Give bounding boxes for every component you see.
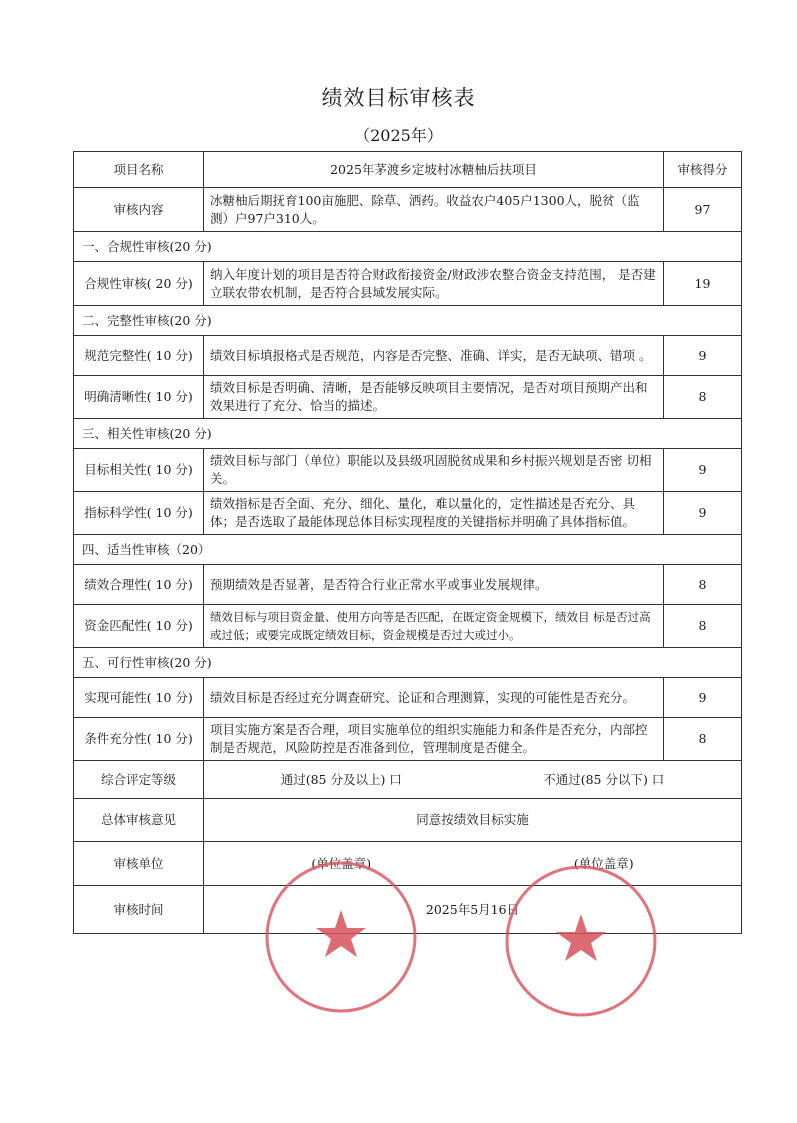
criterion-label: 规范完整性( 10 分) xyxy=(74,336,204,376)
criterion-text: 绩效目标是否明确、清晰，是否能够反映项目主要情况，是否对项目预期产出和效果进行了充分、恰当的描述。 xyxy=(204,376,664,419)
unit-seals xyxy=(204,842,742,886)
criterion-label: 资金匹配性( 10 分) xyxy=(74,605,204,648)
criterion-label: 条件充分性( 10 分) xyxy=(74,718,204,761)
criterion-label: 实现可能性( 10 分) xyxy=(74,678,204,718)
criterion-row xyxy=(74,718,742,761)
criterion-score: 9 xyxy=(664,492,742,535)
criterion-row xyxy=(74,262,742,306)
page-title: 绩效目标审核表 xyxy=(321,86,476,110)
fail-option: 不通过(85 分以下) 口 xyxy=(543,771,665,787)
time-label: 审核时间 xyxy=(74,886,204,934)
section-row xyxy=(74,232,742,262)
criterion-label: 合规性审核( 20 分) xyxy=(74,262,204,306)
section-title: 四、适当性审核（20） xyxy=(74,535,742,565)
criterion-row xyxy=(74,678,742,718)
section-row xyxy=(74,419,742,449)
criterion-text: 纳入年度计划的项目是否符合财政衔接资金/财政涉农整合资金支持范围， 是否建立联农带农机制，是否符合县域发展实际。 xyxy=(204,262,664,306)
time-row xyxy=(74,886,742,934)
review-table xyxy=(73,151,742,934)
criterion-row xyxy=(74,565,742,605)
criterion-text: 绩效目标填报格式是否规范，内容是否完整、准确、详实，是否无缺项、错项 。 xyxy=(204,336,664,376)
criterion-score: 19 xyxy=(664,262,742,306)
section-row xyxy=(74,306,742,336)
content-label: 审核内容 xyxy=(74,188,204,232)
content-row xyxy=(74,188,742,232)
seal-placeholder-2: (单位盖章) xyxy=(573,855,634,871)
criterion-row xyxy=(74,376,742,419)
section-title: 二、完整性审核(20 分) xyxy=(74,306,742,336)
criterion-score: 8 xyxy=(664,605,742,648)
project-name-value: 2025年茅渡乡定坡村冰糖柚后扶项目 xyxy=(204,152,664,188)
rating-row xyxy=(74,761,742,799)
rating-options xyxy=(204,761,742,799)
criterion-score: 8 xyxy=(664,376,742,419)
criterion-text: 绩效指标是否全面、充分、细化、量化，难以量化的，定性描述是否充分、具体；是否选取了最能体现总体目标实现程度的关键指标并明确了具体指标值。 xyxy=(204,492,664,535)
criterion-text: 预期绩效是否显著，是否符合行业正常水平或事业发展规律。 xyxy=(204,565,664,605)
time-text: 2025年5月16日 xyxy=(204,886,742,934)
criterion-text: 绩效目标是否经过充分调查研究、论证和合理测算，实现的可能性是否充分。 xyxy=(204,678,664,718)
section-row xyxy=(74,648,742,678)
criterion-score: 8 xyxy=(664,718,742,761)
criterion-label: 指标科学性( 10 分) xyxy=(74,492,204,535)
project-name-row xyxy=(74,152,742,188)
rating-label: 综合评定等级 xyxy=(74,761,204,799)
criterion-label: 明确清晰性( 10 分) xyxy=(74,376,204,419)
criterion-row xyxy=(74,449,742,492)
criterion-label: 目标相关性( 10 分) xyxy=(74,449,204,492)
criterion-text: 项目实施方案是否合理，项目实施单位的组织实施能力和条件是否充分，内部控制是否规范，风险防控是否准备到位，管理制度是否健全。 xyxy=(204,718,664,761)
unit-row xyxy=(74,842,742,886)
opinion-text: 同意按绩效目标实施 xyxy=(204,799,742,842)
criterion-score: 9 xyxy=(664,336,742,376)
criterion-label: 绩效合理性( 10 分) xyxy=(74,565,204,605)
seal-placeholder-1: (单位盖章) xyxy=(311,855,372,871)
section-title: 五、可行性审核(20 分) xyxy=(74,648,742,678)
criterion-score: 9 xyxy=(664,678,742,718)
criterion-score: 8 xyxy=(664,565,742,605)
criterion-text: 绩效目标与部门（单位）职能以及县级巩固脱贫成果和乡村振兴规划是否密 切相关。 xyxy=(204,449,664,492)
criterion-row xyxy=(74,492,742,535)
opinion-row xyxy=(74,799,742,842)
section-row xyxy=(74,535,742,565)
score-header: 审核得分 xyxy=(664,152,742,188)
page-year: （2025年） xyxy=(354,126,443,145)
opinion-label: 总体审核意见 xyxy=(74,799,204,842)
section-title: 一、合规性审核(20 分) xyxy=(74,232,742,262)
criterion-row xyxy=(74,336,742,376)
content-text: 冰糖柚后期抚育100亩施肥、除草、洒药。收益农户405户1300人，脱贫（监测）户97户310人。 xyxy=(204,188,664,232)
pass-option: 通过(85 分及以上) 口 xyxy=(280,771,402,787)
total-score: 97 xyxy=(664,188,742,232)
project-name-label: 项目名称 xyxy=(74,152,204,188)
section-title: 三、相关性审核(20 分) xyxy=(74,419,742,449)
criterion-score: 9 xyxy=(664,449,742,492)
criterion-text: 绩效目标与项目资金量、使用方向等是否匹配，在既定资金规模下，绩效目 标是否过高或过低；或要完成既定绩效目标，资金规模是否过大或过小。 xyxy=(204,605,664,648)
unit-label: 审核单位 xyxy=(74,842,204,886)
criterion-row xyxy=(74,605,742,648)
